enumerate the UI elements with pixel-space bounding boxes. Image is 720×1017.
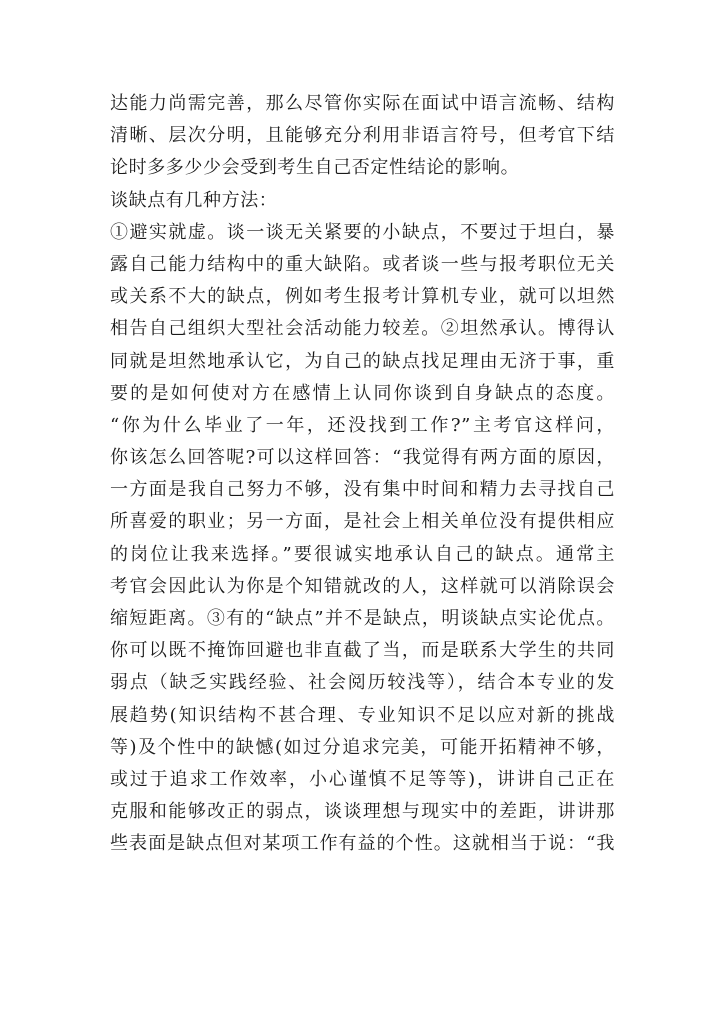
text-line: 缩短距离。③有的“缺点”并不是缺点，明谈缺点实论优点。: [110, 608, 615, 629]
text-line: 所喜爱的职业；另一方面，是社会上相关单位没有提供相应: [110, 511, 615, 533]
text-line: 要的是如何使对方在感情上认同你谈到自身缺点的态度。: [110, 382, 615, 404]
body-text: [110, 88, 615, 861]
text-line: 一方面是我自己努力不够，没有集中时间和精力去寻找自己: [110, 479, 615, 501]
text-line: 考官会因此认为你是个知错就改的人，这样就可以消除误会: [110, 575, 615, 597]
text-line: 谈缺点有几种方法：: [110, 189, 278, 211]
text-line: 等)及个性中的缺憾(如过分追求完美，可能开拓精神不够，: [110, 736, 615, 758]
text-line: 的岗位让我来选择。”要很诚实地承认自己的缺点。通常主: [110, 543, 615, 565]
text-line: 露自己能力结构中的重大缺陷。或者谈一些与报考职位无关: [110, 253, 615, 275]
text-line: 清晰、层次分明，且能够充分利用非语言符号，但考官下结: [110, 125, 615, 147]
text-line: 或过于追求工作效率，小心谨慎不足等等)，讲讲自己正在: [110, 768, 615, 790]
text-line: 些表面是缺点但对某项工作有益的个性。这就相当于说：“我: [110, 833, 615, 855]
text-line: 展趋势(知识结构不甚合理、专业知识不足以应对新的挑战: [110, 704, 615, 726]
text-line: ①避实就虚。谈一谈无关紧要的小缺点，不要过于坦白，暴: [110, 221, 615, 243]
text-line: 弱点（缺乏实践经验、社会阅历较浅等），结合本专业的发: [110, 672, 615, 694]
text-line: 克服和能够改正的弱点，谈谈理想与现实中的差距，讲讲那: [110, 801, 615, 823]
text-line: 同就是坦然地承认它，为自己的缺点找足理由无济于事，重: [110, 350, 615, 372]
text-line: 你该怎么回答呢?可以这样回答：“我觉得有两方面的原因，: [110, 447, 615, 469]
text-line: 达能力尚需完善，那么尽管你实际在面试中语言流畅、结构: [110, 93, 615, 114]
text-line: “你为什么毕业了一年，还没找到工作?”主考官这样问，: [110, 414, 615, 436]
text-line: 相告自己组织大型社会活动能力较差。②坦然承认。博得认: [110, 318, 615, 340]
text-line: 或关系不大的缺点，例如考生报考计算机专业，就可以坦然: [110, 286, 615, 308]
text-line: 你可以既不掩饰回避也非直截了当，而是联系大学生的共同: [110, 640, 615, 662]
text-line: 论时多多少少会受到考生自己否定性结论的影响。: [110, 157, 520, 179]
